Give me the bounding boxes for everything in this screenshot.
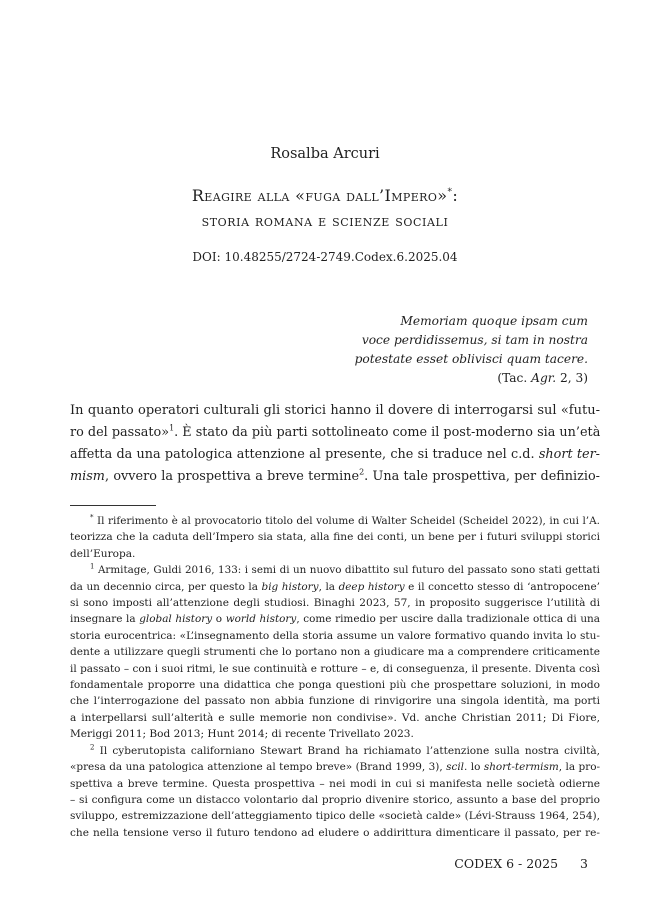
body-line: In quanto operatori culturali gli storici hanno il dovere di interrogarsi sul «futu- (70, 403, 600, 418)
footnote-ref-2[interactable]: 2 (359, 467, 365, 477)
footnote-segment: e il concetto stesso di ‘antropocene’ (404, 580, 601, 593)
footnote-line: a interpellarsi sull’alterità e sulle memorie non condivise». Vd. anche Christian 2011; Di Fiore, (70, 711, 600, 724)
footnote-mark: * (90, 513, 94, 522)
footnotes (70, 513, 600, 841)
article-subtitle: storia romana e scienze sociali (201, 212, 449, 230)
citation-open: (Tac. (497, 371, 532, 385)
body-segment: . È stato da più parti sottolineato come il post-moderno sia un’età (174, 425, 601, 440)
footnote-ref-1[interactable]: 1 (169, 423, 175, 433)
footnote-italic: deep history (338, 580, 405, 593)
footnote-line: fondamentale proporre una didattica che ponga questioni più che prospettare soluzioni, in modo (70, 679, 600, 692)
footnote-2 (70, 743, 600, 841)
footnote-divider (70, 505, 156, 506)
footnote-line: dell’Europa. (70, 547, 136, 560)
footnote-line (70, 759, 600, 775)
footnote-italic: big history (261, 580, 319, 593)
body-text (70, 400, 600, 488)
title-footnote-mark[interactable]: * (447, 187, 453, 198)
body-line (70, 466, 600, 488)
doi-reference[interactable]: DOI: 10.48255/2724-2749.Codex.6.2025.04 (192, 250, 458, 264)
page-number: 3 (580, 856, 588, 871)
title-colon: : (452, 186, 459, 205)
footnote-italic: world history (225, 613, 297, 626)
footnote-line (70, 611, 600, 627)
body-line (70, 422, 600, 444)
epigraph-citation (288, 369, 588, 388)
journal-issue: CODEX 6 - 2025 (454, 856, 559, 871)
footnote-mark: 2 (90, 743, 95, 752)
citation-work: Agr. (531, 371, 557, 385)
body-italic: mism (70, 469, 105, 484)
footnote-segment: , la (318, 580, 339, 593)
footnote-italic: global history (139, 613, 213, 626)
footnote-segment: Il riferimento è al provocatorio titolo del volume di Walter Scheidel (Scheidel 2022), in cui l’A. (93, 515, 600, 527)
footnote-line: Meriggi 2011; Bod 2013; Hunt 2014; di recente Trivellato 2023. (70, 728, 414, 741)
footnote-line (70, 513, 600, 529)
footnote-segment: , la pro- (558, 761, 601, 774)
footnote-segment: da un decennio circa, per questo la (70, 580, 262, 593)
footnote-line (70, 743, 600, 759)
footnote-line: dente a utilizzare quegli strumenti che lo portano non a giudicare ma a comprendere criticamente (70, 646, 600, 659)
footnote-segment: «presa da una patologica attenzione al tempo breve» (Brand 1999, 3), (70, 761, 447, 774)
footnote-mark: 1 (90, 562, 95, 571)
footnote-segment: o (212, 613, 226, 626)
body-segment: affetta da una patologica attenzione al presente, che si traduce nel c.d. (70, 447, 539, 462)
footnote-italic: scil. (446, 761, 468, 774)
footnote-segment: Armitage, Guldi 2016, 133: i semi di un nuovo dibattito sul futuro del passato sono stati gettati (94, 564, 600, 577)
epigraph-line: potestate esset oblivisci quam tacere. (354, 352, 588, 366)
title-line-1: Reagire alla «fuga dall’Impero» (191, 186, 448, 205)
epigraph-line: Memoriam quoque ipsam cum (400, 314, 588, 328)
footnote-segment: Il cyberutopista californiano Stewart Brand ha richiamato l’attenzione sulla nostra civiltà, (94, 744, 600, 757)
footnote-line: il passato – con i suoi ritmi, le sue continuità e rotture – e, di conseguenza, il presente. Diventa così (70, 662, 600, 675)
footnote-segment: lo (467, 761, 484, 774)
body-segment: . Una tale prospettiva, per definizio- (364, 469, 601, 484)
body-italic: short ter- (538, 447, 601, 462)
footnote-line: che nella tensione verso il futuro tendono ad eludere o addirittura dimenticare il passato, per re- (70, 826, 600, 839)
footnote-1 (70, 562, 600, 742)
footnote-italic: short-termism (483, 761, 559, 774)
footnote-line: sviluppo, estremizzazione dell’atteggiamento tipico delle «società calde» (Lévi-Strauss 1964, 254), (70, 810, 600, 823)
citation-close: 2, 3) (556, 371, 588, 385)
footnote-line: che l’interrogazione del passato non abbia funzione di rinvigorire una singola identità, ma porti (70, 695, 600, 708)
footnote-line (70, 562, 600, 578)
footnote-star (70, 513, 600, 562)
epigraph (288, 312, 588, 388)
page-footer (454, 856, 588, 871)
footnote-line: – si configura come un distacco volontario dal proprio divenire storico, assunto a base del proprio (70, 793, 600, 806)
footnote-line: spettiva a breve termine. Questa prospettiva – nei modi in cui si manifesta nelle società odierne (70, 777, 600, 790)
footnote-line: teorizza che la caduta dell’Impero sia stata, alla fine dei conti, un bene per i futuri sviluppi storici (70, 531, 600, 544)
footnote-segment: insegnare la (70, 613, 140, 626)
footnote-line (70, 579, 600, 595)
author-name: Rosalba Arcuri (270, 146, 380, 162)
body-segment: ro del passato» (70, 425, 170, 440)
body-line (70, 444, 600, 466)
footnote-segment: , come rimedio per uscire dalla tradizionale ottica di una (296, 613, 600, 626)
epigraph-line: voce perdidissemus, si tam in nostra (361, 333, 588, 347)
footnote-line: si sono imposti all’attenzione degli studiosi. Binaghi 2023, 57, in proposito suggerisce l’utilità di (70, 597, 600, 610)
article-title (0, 186, 650, 205)
body-segment: , ovvero la prospettiva a breve termine (104, 469, 360, 484)
footnote-line: storia eurocentrica: «L’insegnamento della storia assume un valore formativo quando invita lo stu- (70, 629, 600, 642)
